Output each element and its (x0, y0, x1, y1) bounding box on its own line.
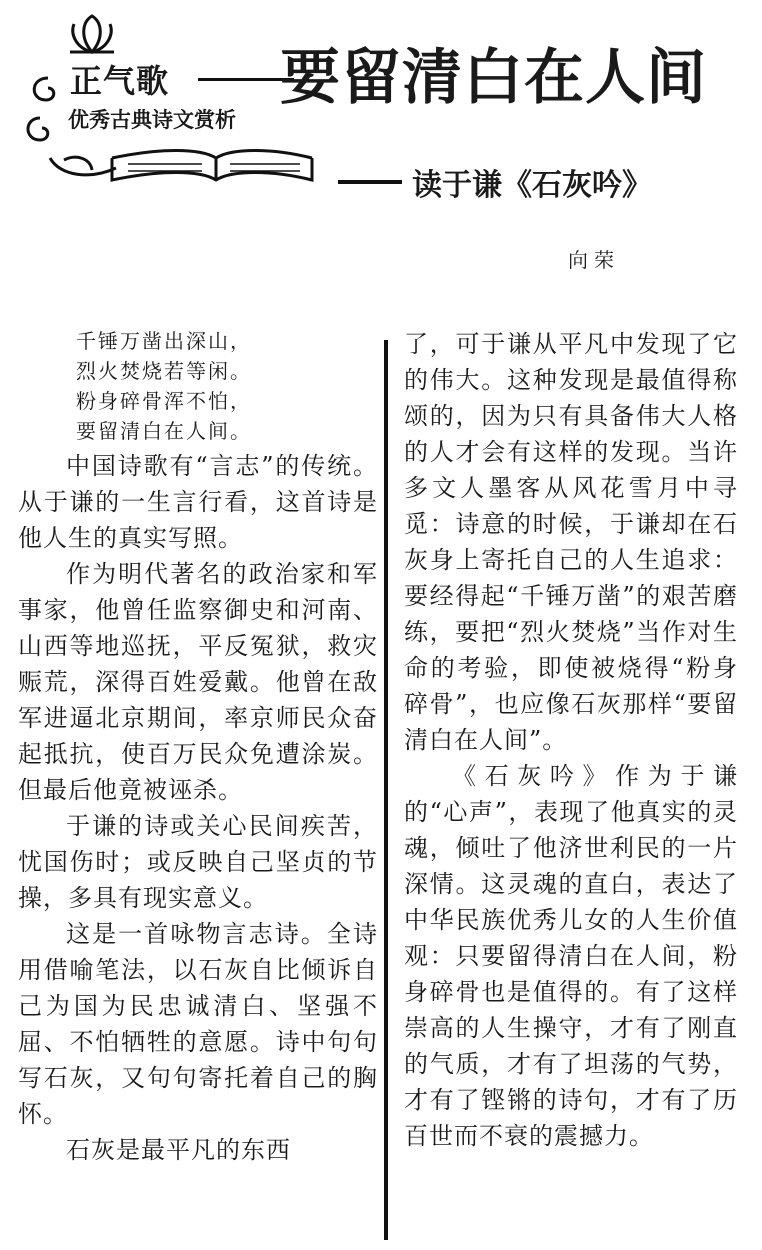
subtitle-dash (338, 180, 402, 184)
poem-line: 要留清白在人间。 (76, 419, 252, 443)
paragraph: 石灰是最平凡的东西 (66, 1136, 291, 1164)
left-column (18, 326, 378, 1168)
lotus-book-ornament-icon (20, 8, 320, 198)
series-title: 正气歌 (70, 62, 170, 100)
paragraph: 作为明代著名的政治家和军事家，他曾任监察御史和河南、山西等地巡抚，平反冤狱，救灾赈荒，深得百姓爱戴。他曾在敌军进逼北京期间，率京师民众奋起抵抗，使百万民众免遭涂炭。但最后他竟被诬杀。 (18, 560, 378, 804)
right-column (404, 326, 738, 1154)
poem-line: 烈火焚烧若等闲。 (76, 359, 252, 383)
article-subtitle: 读于谦《石灰吟》 (412, 168, 652, 203)
paragraph: 于谦的诗或关心民间疾苦，忧国伤时；或反映自己坚贞的节操，多具有现实意义。 (18, 812, 378, 912)
paragraph: 中国诗歌有“言志”的传统。从于谦的一生言行看，这首诗是他人生的真实写照。 (18, 452, 378, 552)
article-title: 要留清白在人间 (280, 43, 707, 113)
paragraph-continuation: 了，可于谦从平凡中发现了它的伟大。这种发现是最值得称颂的，因为只有具备伟大人格的人才会有这样的发现。当许多文人墨客从风花雪月中寻觅：诗意的时候，于谦却在石灰身上寄托自己的人生追求：要经得起“千锤万凿”的艰苦磨练，要把“烈火焚烧”当作对生命的考验，即使被烧得“粉身碎骨”，也应像石灰那样“要留清白在人间”。 (404, 330, 738, 754)
column-divider (384, 340, 388, 1240)
poem-block (76, 326, 378, 446)
poem-line: 千锤万凿出深山， (76, 329, 252, 353)
series-subtitle: 优秀古典诗文赏析 (68, 108, 236, 132)
author-name: 向荣 (568, 248, 620, 272)
paragraph: 这是一首咏物言志诗。全诗用借喻笔法，以石灰自比倾诉自己为国为民忠诚清白、坚强不屈、不怕牺牲的意愿。诗中句句写石灰，又句句寄托着自己的胸怀。 (18, 920, 378, 1128)
paragraph: 《石灰吟》作为于谦的“心声”，表现了他真实的灵魂，倾吐了他济世利民的一片深情。这灵魂的直白，表达了中华民族优秀儿女的人生价值观：只要留得清白在人间，粉身碎骨也是值得的。有了这样崇高的人生操守，才有了刚直的气质，才有了坦荡的气势，才有了铿锵的诗句，才有了历百世而不衰的震撼力。 (404, 762, 738, 1150)
poem-line: 粉身碎骨浑不怕， (76, 389, 252, 413)
